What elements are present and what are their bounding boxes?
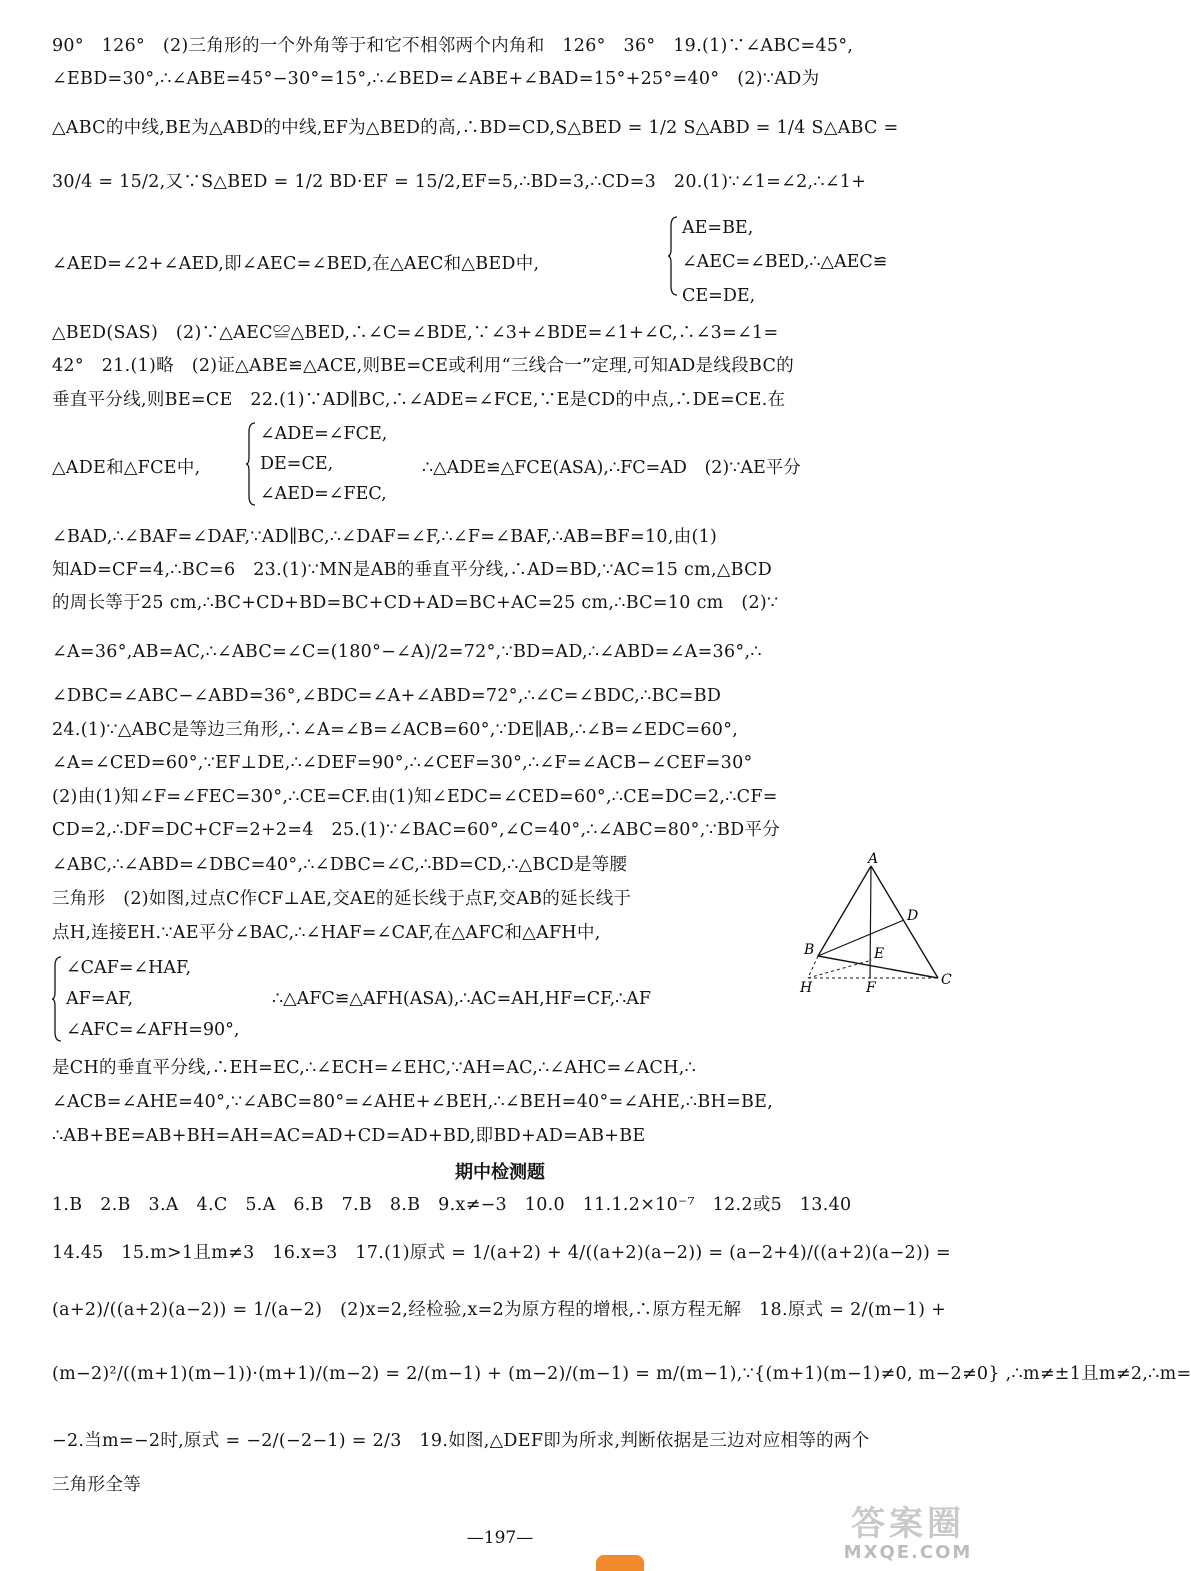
text-line: 是CH的垂直平分线,∴EH=EC,∴∠ECH=∠EHC,∵AH=AC,∴∠AHC=∠ACH,∴ — [52, 1058, 697, 1078]
brace-row: CE=DE, — [682, 286, 756, 306]
text-line: ∠A=36°,AB=AC,∴∠ABC=∠C=(180°−∠A)/2=72°,∵BD=AD,∴∠ABD=∠A=36°,∴ — [52, 642, 762, 662]
text-line: 的周长等于25 cm,∴BC+CD+BD=BC+CD+AD=BC+AC=25 cm,∴BC=10 cm (2)∵ — [52, 593, 779, 613]
text-line: ∠ACB=∠AHE=40°,∵∠ABC=80°=∠AHE+∠BEH,∴∠BEH=40°=∠AHE,∴BH=BE, — [52, 1092, 774, 1112]
brace-row: ∠AEC=∠BED,∴△AEC≌ — [682, 252, 888, 272]
triangle-figure — [796, 850, 966, 1000]
text-line: 90° 126° (2)三角形的一个外角等于和它不相邻两个内角和 126° 36° 19.(1)∵∠ABC=45°, — [52, 36, 854, 56]
text-line: (2)由(1)知∠F=∠FEC=30°,∴CE=CF.由(1)知∠EDC=∠CED=60°,∴CE=DC=2,∴CF= — [52, 787, 778, 807]
brace-after-text: ∴△AFC≌△AFH(ASA),∴AC=AH,HF=CF,∴AF — [272, 989, 652, 1009]
answer-line: −2.当m=−2时,原式 = −2/(−2−1) = 2/3 19.如图,△DEF即为所求,判断依据是三边对应相等的两个 — [52, 1431, 870, 1451]
brace-row: DE=CE, — [260, 454, 334, 474]
brace-row: AF=AF, — [66, 989, 134, 1009]
text-line: 垂直平分线,则BE=CE 22.(1)∵AD∥BC,∴∠ADE=∠FCE,∵E是CD的中点,∴DE=CE.在 — [52, 390, 786, 410]
page-tab-decoration — [596, 1555, 644, 1571]
watermark-url: MXQE.COM — [843, 1542, 973, 1563]
answer-line: 三角形全等 — [52, 1475, 141, 1495]
text-line: ∠A=∠CED=60°,∵EF⊥DE,∴∠DEF=90°,∴∠CEF=30°,∴∠F=∠ACB−∠CEF=30° — [52, 753, 753, 773]
brace-row: ∠ADE=∠FCE, — [260, 424, 388, 444]
answer-line: 1.B 2.B 3.A 4.C 5.A 6.B 7.B 8.B 9.x≠−3 10.0 11.1.2×10⁻⁷ 12.2或5 13.40 — [52, 1195, 852, 1215]
answer-line: 14.45 15.m>1且m≠3 16.x=3 17.(1)原式 = 1/(a+2) + 4/((a+2)(a−2)) = (a−2+4)/((a+2)(a−2)) = — [52, 1243, 951, 1263]
answer-line: (m−2)²/((m+1)(m−1))·(m+1)/(m−2) = 2/(m−1) + (m−2)/(m−1) = m/(m−1),∵{(m+1)(m−1)≠0, m−2≠0} ,∴m≠±1且m≠2,∴m= — [52, 1364, 1191, 1384]
brace-icon — [246, 422, 256, 506]
brace-icon — [668, 216, 678, 296]
brace-after-text: ∴△ADE≌△FCE(ASA),∴FC=AD (2)∵AE平分 — [422, 458, 801, 478]
figure-label: C — [941, 972, 952, 988]
brace-row: ∠CAF=∠HAF, — [66, 958, 192, 978]
text-line: 点H,连接EH.∵AE平分∠BAC,∴∠HAF=∠CAF,在△AFC和△AFH中, — [52, 923, 601, 943]
page-number: —197— — [466, 1528, 534, 1548]
figure-label: B — [804, 942, 815, 958]
text-line: ∠AED=∠2+∠AED,即∠AEC=∠BED,在△AEC和△BED中, — [52, 254, 540, 274]
figure-label: F — [866, 980, 876, 996]
text-line: CD=2,∴DF=DC+CF=2+2=4 25.(1)∵∠BAC=60°,∠C=40°,∴∠ABC=80°,∵BD平分 — [52, 820, 781, 840]
answer-line: (a+2)/((a+2)(a−2)) = 1/(a−2) (2)x=2,经检验,x=2为原方程的增根,∴原方程无解 18.原式 = 2/(m−1) + — [52, 1300, 947, 1320]
brace-row: AE=BE, — [682, 218, 754, 238]
text-line: ∠EBD=30°,∴∠ABE=45°−30°=15°,∴∠BED=∠ABE+∠BAD=15°+25°=40° (2)∵AD为 — [52, 69, 820, 89]
brace-row: ∠AED=∠FEC, — [260, 484, 387, 504]
watermark-logo — [828, 1505, 988, 1565]
section-title: 期中检测题 — [455, 1162, 545, 1183]
watermark-text: 答案圈 — [851, 1504, 965, 1544]
text-line: ∠ABC,∴∠ABD=∠DBC=40°,∴∠DBC=∠C,∴BD=CD,∴△BCD是等腰 — [52, 855, 628, 875]
text-line: 42° 21.(1)略 (2)证△ABE≌△ACE,则BE=CE或利用“三线合一”定理,可知AD是线段BC的 — [52, 356, 795, 376]
figure-label: D — [907, 908, 919, 924]
figure-label: A — [868, 851, 879, 867]
text-line: △ADE和△FCE中, — [52, 458, 201, 478]
text-line: △ABC的中线,BE为△ABD的中线,EF为△BED的高,∴BD=CD,S△BED = 1/2 S△ABD = 1/4 S△ABC = — [52, 118, 899, 138]
text-line: 知AD=CF=4,∴BC=6 23.(1)∵MN是AB的垂直平分线,∴AD=BD,∵AC=15 cm,△BCD — [52, 560, 773, 580]
text-line: ∴AB+BE=AB+BH=AH=AC=AD+CD=AD+BD,即BD+AD=AB+BE — [52, 1126, 646, 1146]
text-line: 三角形 (2)如图,过点C作CF⊥AE,交AE的延长线于点F,交AB的延长线于 — [52, 889, 632, 909]
brace-icon — [52, 956, 62, 1042]
text-line: 24.(1)∵△ABC是等边三角形,∴∠A=∠B=∠ACB=60°,∵DE∥AB,∴∠B=∠EDC=60°, — [52, 720, 739, 740]
text-line: ∠BAD,∴∠BAF=∠DAF,∵AD∥BC,∴∠DAF=∠F,∴∠F=∠BAF,∴AB=BF=10,由(1) — [52, 527, 718, 547]
figure-label: E — [874, 946, 885, 962]
text-line: ∠DBC=∠ABC−∠ABD=36°,∠BDC=∠A+∠ABD=72°,∴∠C=∠BDC,∴BC=BD — [52, 686, 722, 706]
text-line: 30/4 = 15/2,又∵S△BED = 1/2 BD·EF = 15/2,EF=5,∴BD=3,∴CD=3 20.(1)∵∠1=∠2,∴∠1+ — [52, 172, 867, 192]
brace-row: ∠AFC=∠AFH=90°, — [66, 1020, 240, 1040]
figure-label: H — [800, 980, 813, 996]
text-line: △BED(SAS) (2)∵△AEC≌△BED,∴∠C=∠BDE,∵∠3+∠BDE=∠1+∠C,∴∠3=∠1= — [52, 323, 779, 343]
